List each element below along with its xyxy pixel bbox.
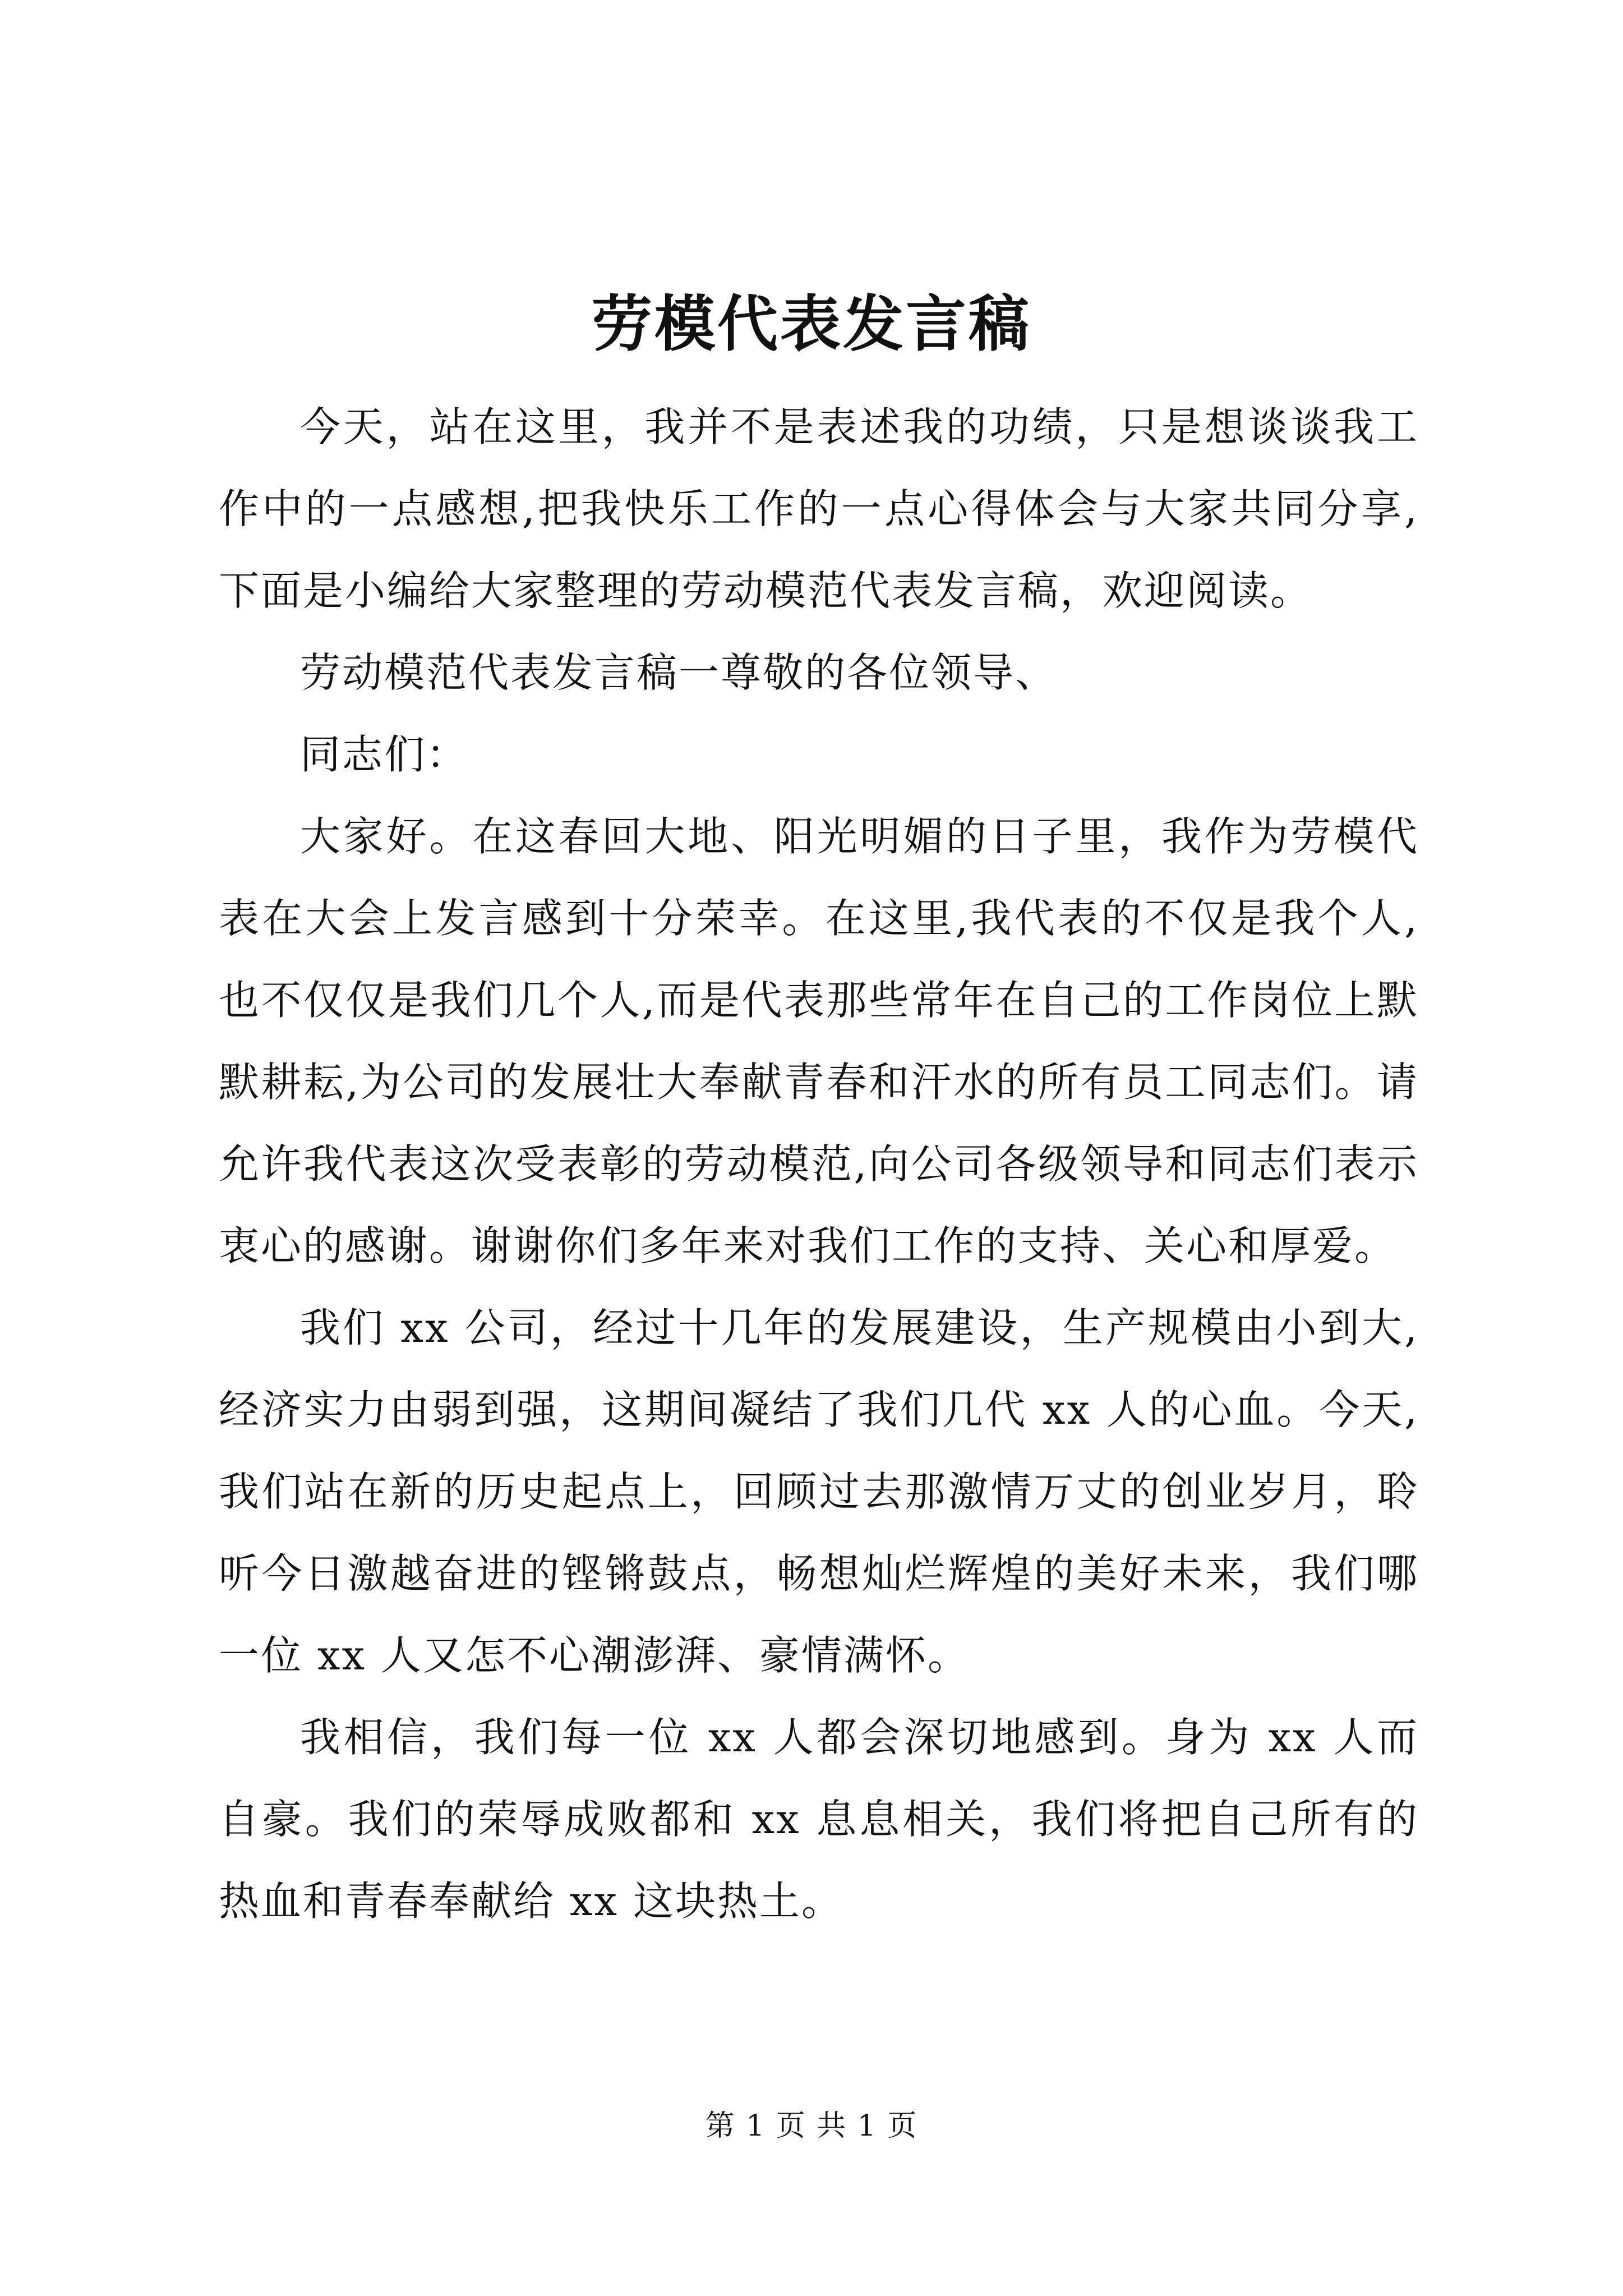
- page-footer: 第 1 页 共 1 页: [705, 2109, 918, 2143]
- document-title: 劳模代表发言稿: [591, 289, 1031, 360]
- paragraph-greeting: 大家好。在这春回大地、阳光明媚的日子里，我作为劳模代表在大会上发言感到十分荣幸。在这里,我代表的不仅是我个人,也不仅仅是我们几个人,而是代表那些常年在自己的工作岗位上默默耕耘,为公司的发展壮大奉献青春和汗水的所有员工同志们。请允许我代表这次受表彰的劳动模范,向公司各级领导和同志们表示衷心的感谢。谢谢你们多年来对我们工作的支持、关心和厚爱。: [219, 813, 1419, 1269]
- paragraph-heading: 劳动模范代表发言稿一尊敬的各位领导、: [300, 649, 1058, 696]
- paragraph-intro: 今天，站在这里，我并不是表述我的功绩，只是想谈谈我工作中的一点感想,把我快乐工作的一点心得体会与大家共同分享,下面是小编给大家整理的劳动模范代表发言稿，欢迎阅读。: [219, 403, 1419, 614]
- paragraph-company: 我们 xx 公司，经过十几年的发展建设，生产规模由小到大,经济实力由弱到强，这期间凝结了我们几代 xx 人的心血。今天,我们站在新的历史起点上，回顾过去那激情万丈的创业岁月，聆听今日激越奋进的铿锵鼓点，畅想灿烂辉煌的美好未来，我们哪一位 xx 人又怎不心潮澎湃、豪情满怀。: [219, 1304, 1419, 1679]
- document-body: [219, 386, 1419, 1942]
- paragraph-belief: 我相信，我们每一位 xx 人都会深切地感到。身为 xx 人而自豪。我们的荣辱成败都和 xx 息息相关，我们将把自己所有的热血和青春奉献给 xx 这块热土。: [219, 1714, 1419, 1925]
- paragraph-salutation: 同志们：: [300, 731, 469, 778]
